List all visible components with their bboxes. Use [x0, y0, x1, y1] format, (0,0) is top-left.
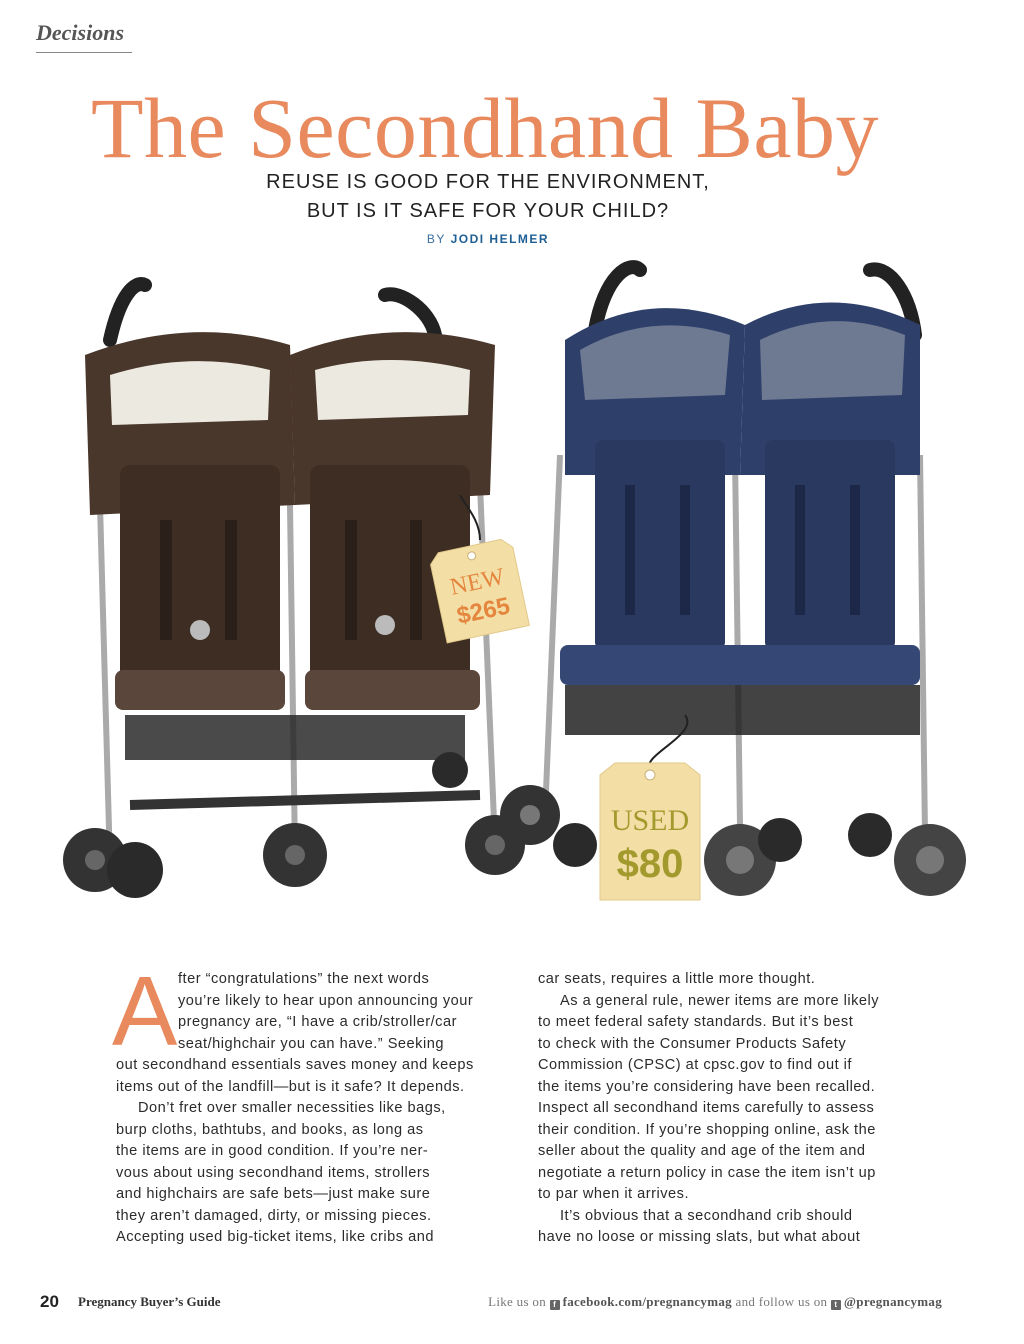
deck-line-1: REUSE IS GOOD FOR THE ENVIRONMENT, — [266, 171, 710, 193]
used-tag-price: $80 — [616, 842, 684, 886]
navy-double-stroller — [500, 267, 966, 896]
body-line: the items are in good condition. If you’re ner- — [116, 1143, 429, 1159]
body-line: the items you’re considering have been recalled. — [538, 1078, 876, 1095]
facebook-icon: f — [550, 1300, 560, 1310]
body-line: to meet federal safety standards. But it’s best — [538, 1014, 854, 1030]
body-line: out secondhand essentials saves money and keeps — [116, 1057, 474, 1073]
section-label: Decisions — [36, 20, 124, 45]
new-tag-label: NEW — [447, 563, 507, 601]
footer-social — [488, 1294, 942, 1310]
body-line: burp cloths, bathtubs, and books, as long as — [116, 1121, 424, 1138]
facebook-link[interactable]: facebook.com/pregnancymag — [562, 1294, 732, 1309]
body-line: vous about using secondhand items, strollers — [116, 1164, 431, 1181]
body-line: to par when it arrives. — [538, 1186, 690, 1202]
body-line: Accepting used big-ticket items, like cribs and — [116, 1229, 434, 1245]
body-line: you’re likely to hear upon announcing your — [178, 992, 474, 1009]
article-title: The Secondhand Baby — [90, 80, 880, 176]
body-line: car seats, requires a little more thought. — [538, 971, 816, 987]
body-line: fter “congratulations” the next words — [178, 971, 430, 987]
article-left-drop-lines — [178, 969, 484, 1055]
follow-text: and follow us on — [735, 1294, 828, 1309]
article-right-column — [538, 969, 908, 1249]
body-line: Don’t fret over smaller necessities like bags, — [138, 1100, 446, 1116]
section-rule — [36, 52, 132, 53]
body-line: pregnancy are, “I have a crib/stroller/car — [178, 1014, 457, 1030]
deck-line-2: BUT IS IT SAFE FOR YOUR CHILD? — [306, 200, 670, 222]
body-line: Commission (CPSC) at cpsc.gov to find out if — [538, 1057, 852, 1073]
used-price-tag — [600, 715, 700, 900]
body-line: negotiate a return policy in case the item isn’t up — [538, 1164, 876, 1181]
body-line: have no loose or missing slats, but what about — [538, 1229, 861, 1245]
body-line: seller about the quality and age of the item and — [538, 1143, 866, 1159]
byline-author: JODI HELMER — [450, 232, 550, 246]
byline — [0, 232, 976, 246]
page-number: 20 — [40, 1292, 59, 1311]
article-left-column — [116, 1055, 486, 1249]
body-line: they aren’t damaged, dirty, or missing pieces. — [116, 1207, 432, 1224]
body-line: their condition. If you’re shopping online, ask the — [538, 1121, 876, 1138]
body-line: Inspect all secondhand items carefully to assess — [538, 1100, 875, 1116]
used-tag-label: USED — [610, 804, 690, 837]
twitter-link[interactable]: @pregnancymag — [843, 1294, 942, 1309]
body-line: It’s obvious that a secondhand crib should — [560, 1207, 853, 1224]
body-line: and highchairs are safe bets—just make sure — [116, 1186, 431, 1202]
publication-name: Pregnancy Buyer’s Guide — [78, 1294, 221, 1309]
drop-cap: A — [112, 956, 178, 1066]
strollers-photo — [40, 255, 990, 945]
byline-prefix: BY — [426, 232, 446, 246]
body-line: As a general rule, newer items are more likely — [560, 992, 880, 1009]
like-text: Like us on — [488, 1294, 546, 1309]
article-deck — [0, 168, 976, 226]
new-tag-price: $265 — [454, 592, 513, 630]
body-line: items out of the landfill—but is it safe? It depends. — [116, 1078, 465, 1095]
twitter-icon: t — [831, 1300, 841, 1310]
body-line: to check with the Consumer Products Safety — [538, 1035, 847, 1052]
body-line: seat/highchair you can have.” Seeking — [178, 1035, 444, 1052]
